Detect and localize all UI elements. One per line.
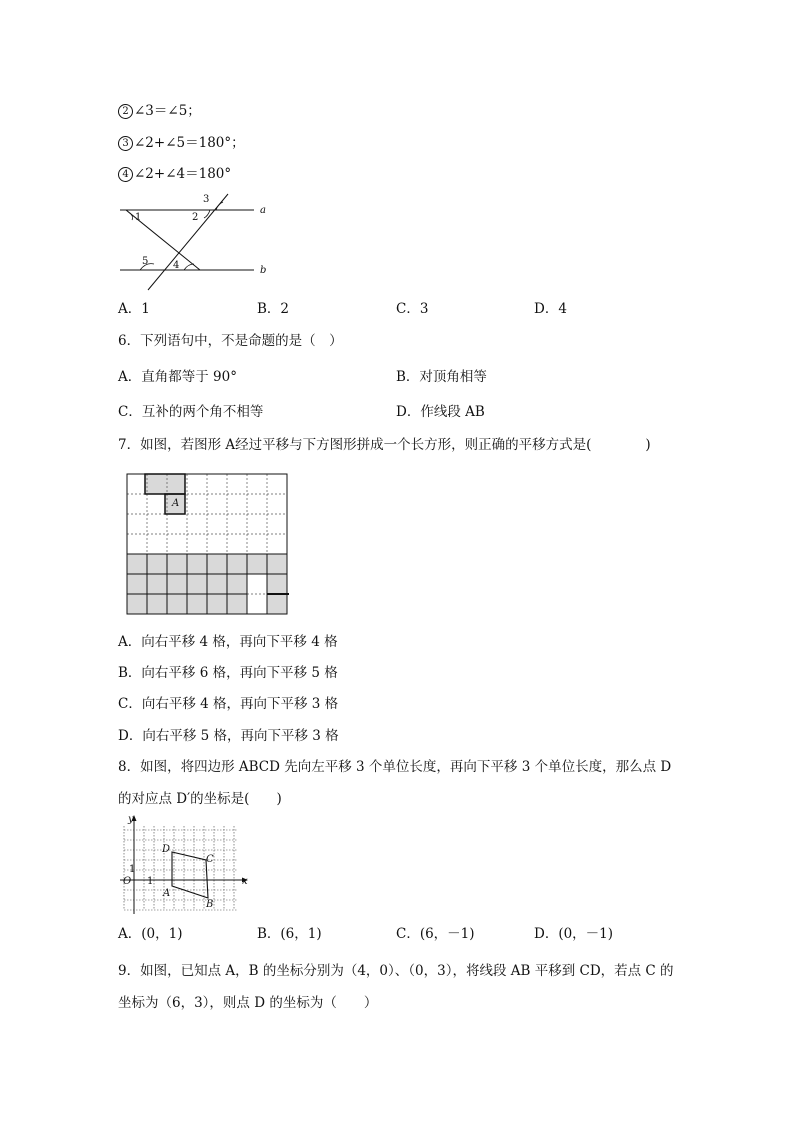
q7-option-b: B．向右平移 6 格，再向下平移 5 格: [118, 665, 338, 681]
q5-option-b: B．2: [257, 301, 290, 317]
q7-option-d: D．向右平移 5 格，再向下平移 3 格: [118, 728, 339, 744]
q8-option-b: B．(6，1): [257, 926, 322, 942]
q8-coordinate-figure: [118, 814, 253, 914]
quadrilateral-abcd: [172, 852, 208, 898]
circled-number: 4: [118, 167, 133, 182]
q5-parallel-lines-figure: [118, 190, 278, 290]
coordinate-grid: [124, 826, 238, 910]
shape-a-label: A: [172, 498, 180, 509]
line-label-a: a: [260, 205, 266, 216]
origin-label: O: [123, 876, 132, 887]
q6-option-a: A．直角都等于 90°: [118, 369, 237, 385]
axis-label-x: x: [242, 876, 248, 887]
q5-statement-2: 2 ∠3＝∠5；: [118, 101, 201, 121]
angle-arc-3: [216, 202, 223, 210]
q6-option-b: B．对顶角相等: [396, 369, 487, 385]
q6-option-d: D．作线段 AB: [396, 404, 485, 420]
angle-arc-4: [184, 264, 194, 270]
q8-option-a: A．(0，1): [118, 926, 183, 942]
shape-a-cell: [145, 474, 185, 494]
circled-number: 2: [118, 104, 133, 119]
q5-option-a: A．1: [118, 301, 150, 317]
q5-statement-4: 4 ∠2+∠4＝180°: [118, 164, 231, 184]
axis-label-y: y: [128, 814, 134, 825]
q8-option-d: D．(0，－1): [534, 926, 614, 942]
q8-question-line1: 8．如图，将四边形 ABCD 先向左平移 3 个单位长度，再向下平移 3 个单位长度，那么点 D: [118, 759, 672, 775]
q9-question-line1: 9．如图，已知点 A，B 的坐标分别为（4，0）、（0，3），将线段 AB 平移到 CD，若点 C 的: [118, 963, 674, 979]
q9-question-line2: 坐标为（6，3），则点 D 的坐标为（ ）: [118, 995, 378, 1011]
q7-option-a: A．向右平移 4 格，再向下平移 4 格: [118, 634, 338, 650]
q5-statement-3: 3 ∠2+∠5＝180°；: [118, 133, 245, 153]
q7-option-c: C．向右平移 4 格，再向下平移 3 格: [118, 696, 339, 712]
q7-question: 7．如图，若图形 A经过平移与下方图形拼成一个长方形，则正确的平移方式是( ): [118, 437, 651, 453]
q6-question: 6．下列语句中，不是命题的是（ ）: [118, 333, 343, 349]
q8-question-line2: 的对应点 D′的坐标是( ): [118, 791, 282, 807]
tick-label-x: 1: [147, 876, 154, 887]
angle-label-3: 3: [203, 194, 210, 205]
q6-option-c: C．互补的两个角不相等: [118, 404, 264, 420]
lower-shape-cell: [267, 594, 287, 614]
q5-option-d: D．4: [534, 301, 567, 317]
vertex-label-c: C: [206, 854, 214, 865]
q7-grid-figure: [125, 472, 290, 617]
circled-number: 3: [118, 136, 133, 151]
angle-label-1: 1: [135, 212, 142, 223]
vertex-label-a: A: [163, 888, 171, 899]
lower-shape-cell: [267, 574, 287, 594]
vertex-label-d: D: [162, 844, 171, 855]
q8-option-c: C．(6，－1): [396, 926, 475, 942]
angle-label-4: 4: [173, 260, 180, 271]
vertex-label-b: B: [206, 899, 214, 910]
line-label-b: b: [260, 265, 267, 276]
tick-label-y: 1: [129, 864, 136, 875]
angle-label-2: 2: [192, 212, 199, 223]
angle-label-5: 5: [142, 256, 149, 267]
q5-option-c: C．3: [396, 301, 429, 317]
transversal-2: [148, 194, 228, 290]
